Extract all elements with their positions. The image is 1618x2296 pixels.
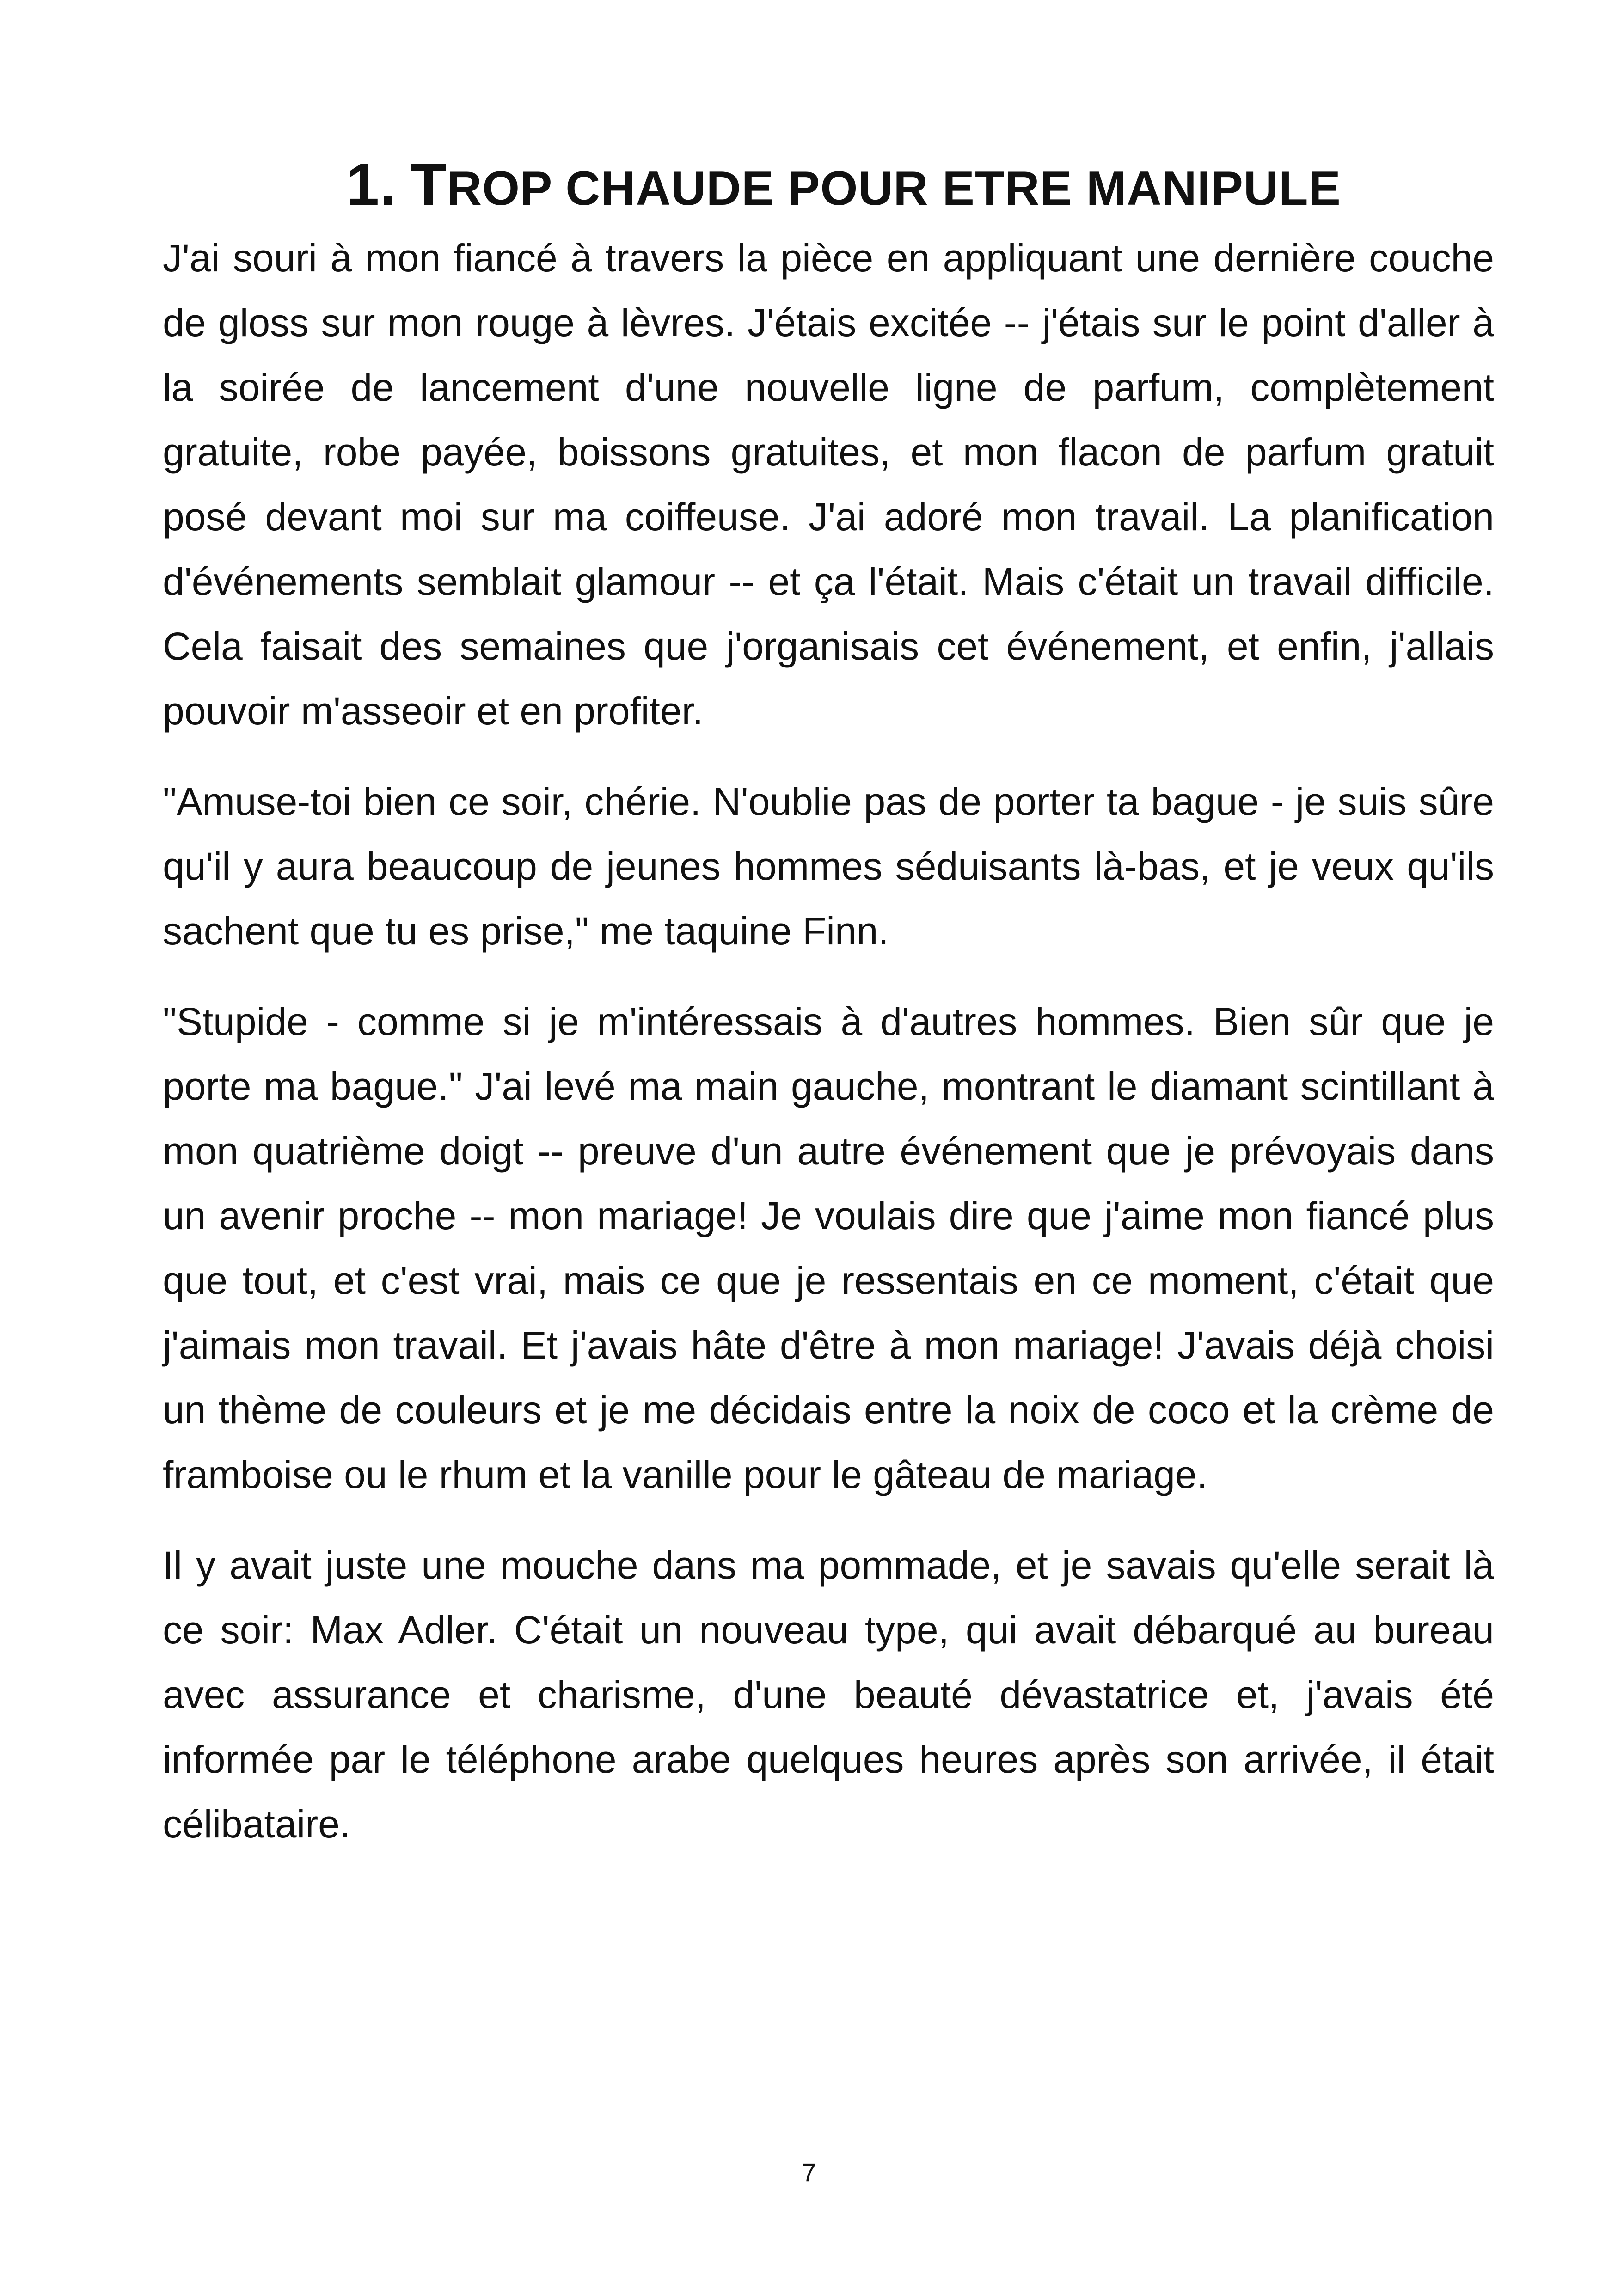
paragraph: "Stupide - comme si je m'intéressais à d'autres hommes. Bien sûr que je porte ma bague." J'ai levé ma main gauche, montrant le diamant scintillant à mon quatrième doigt -- preuve d'un autre événement que je prévoyais dans un avenir proche -- mon mariage! Je voulais dire que j'aime mon fiancé plus que tout, et c'est vrai, mais ce que je ressentais en ce moment, c'était que j'aimais mon travail. Et j'avais hâte d'être à mon mariage! J'avais déjà choisi un thème de couleurs et je me décidais entre la noix de coco et la crème de framboise ou le rhum et la vanille pour le gâteau de mariage. [163,1000,1494,1496]
paragraph: J'ai souri à mon fiancé à travers la pièce en appliquant une dernière couche de gloss sur mon rouge à lèvres. J'étais excitée -- j'étais sur le point d'aller à la soirée de lancement d'une nouvelle ligne de parfum, complètement gratuite, robe payée, boissons gratuites, et mon flacon de parfum gratuit posé devant moi sur ma coiffeuse. J'ai adoré mon travail. La planification d'événements semblait glamour -- et ça l'était. Mais c'était un travail difficile. Cela faisait des semaines que j'organisais cet événement, et enfin, j'allais pouvoir m'asseoir et en profiter. [163,236,1494,733]
chapter-number: 1. [346,151,397,218]
paragraph: Il y avait juste une mouche dans ma pommade, et je savais qu'elle serait là ce soir: Max Adler. C'était un nouveau type, qui avait débarqué au bureau avec assurance et charisme, d'une beauté dévastatrice et, j'avais été informée par le téléphone arabe quelques heures après son arrivée, il était célibataire. [163,1543,1494,1846]
chapter-title-rest: ROP CHAUDE POUR ETRE MANIPULE [447,161,1341,215]
chapter-body [163,226,1494,1882]
page-number: 7 [802,2158,816,2187]
chapter-title [0,150,1618,223]
paragraph: "Amuse-toi bien ce soir, chérie. N'oublie pas de porter ta bague - je suis sûre qu'il y aura beaucoup de jeunes hommes séduisants là-bas, et je veux qu'ils sachent que tu es prise," me taquine Finn. [163,780,1494,953]
chapter-title-initial: T [410,151,447,218]
